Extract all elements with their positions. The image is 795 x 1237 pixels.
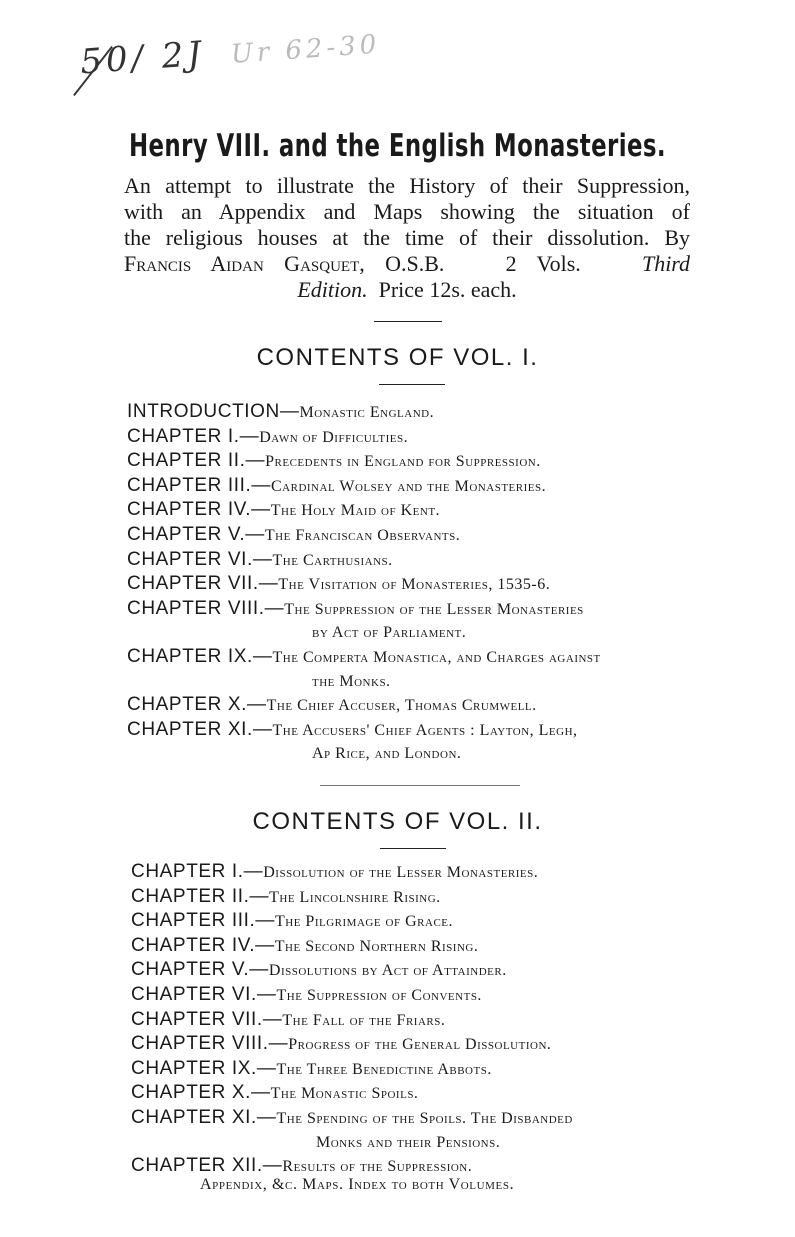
toc-dash: —	[255, 934, 275, 956]
toc-dash: —	[256, 983, 277, 1005]
toc-entry-title: The Chief Accuser, Thomas Crumwell.	[266, 697, 537, 715]
toc-entry-title: The Comperta Monastica, and Charges against	[272, 648, 601, 666]
toc-entry-label: CHAPTER IV.	[127, 499, 252, 521]
description-price-line	[124, 277, 690, 303]
toc-entry-label: CHAPTER X.	[127, 694, 248, 716]
toc-entry	[127, 548, 707, 573]
book-description	[124, 173, 690, 303]
toc-entry-continuation: the Monks.	[312, 672, 391, 690]
description-author-line	[124, 251, 690, 277]
toc-entry	[131, 1032, 711, 1057]
price: Price 12s. each.	[378, 277, 517, 302]
divider	[380, 848, 446, 849]
toc-entry-label: CHAPTER I.	[127, 425, 240, 447]
toc-entry-title: Dawn of Difficulties.	[259, 428, 409, 446]
toc-entry-title: The Accusers' Chief Agents : Layton, Legh,	[272, 721, 578, 739]
toc-entry	[131, 958, 711, 983]
toc-entry	[131, 909, 711, 934]
toc-dash: —	[245, 450, 266, 472]
toc-dash: —	[252, 718, 273, 740]
toc-dash: —	[252, 548, 273, 570]
toc-entry-title: The Spending of the Spoils. The Disbanded	[276, 1109, 573, 1127]
toc-entry-label: CHAPTER VI.	[127, 548, 253, 570]
toc-entry-label: CHAPTER V.	[131, 959, 250, 981]
toc-dash: —	[251, 1082, 271, 1104]
toc-dash: —	[258, 573, 279, 595]
toc-entry-label: CHAPTER IX.	[127, 645, 253, 667]
toc-entry-title: Dissolution of the Lesser Monasteries.	[263, 864, 539, 881]
edition-second: Edition.	[297, 277, 368, 302]
author-name: Francis Aidan Gasquet, O.S.B.	[124, 251, 445, 276]
toc-entry-label: CHAPTER IX.	[131, 1057, 257, 1079]
toc-entry-continuation: Monks and their Pensions.	[316, 1133, 501, 1151]
toc-entry-title: The Three Benedictine Abbots.	[276, 1060, 492, 1078]
toc-dash: —	[279, 401, 300, 422]
toc-entry	[127, 693, 707, 718]
toc-entry-title: The Suppression of Convents.	[276, 986, 482, 1004]
toc-entry	[131, 860, 711, 885]
description-line: the religious houses at the time of their dissolution. By	[124, 225, 690, 250]
toc-entry-title: Results of the Suppression.	[282, 1158, 473, 1176]
toc-entry-title: The Holy Maid of Kent.	[270, 502, 441, 520]
toc-entry-label: CHAPTER VIII.	[127, 597, 265, 619]
toc-entry-label: CHAPTER I.	[131, 861, 244, 882]
toc-entry	[131, 983, 711, 1008]
page-title: Henry VIII. and the English Monasteries.	[128, 128, 667, 164]
toc-entry	[127, 523, 707, 548]
divider	[379, 384, 445, 385]
toc-dash: —	[249, 959, 269, 981]
appendix-line: Appendix, &c. Maps. Index to both Volumes.	[200, 1176, 515, 1193]
toc-entry	[127, 597, 707, 622]
toc-entry-label: CHAPTER VI.	[131, 983, 257, 1005]
toc-dash: —	[247, 694, 267, 716]
toc-dash: —	[268, 1033, 289, 1055]
toc-entry	[127, 498, 707, 523]
toc-entry	[127, 449, 707, 474]
volume-count: 2 Vols.	[505, 251, 581, 276]
toc-entry	[127, 572, 707, 597]
description-line: with an Appendix and Maps showing the situation of	[124, 199, 690, 224]
toc-entry-label: CHAPTER VII.	[127, 573, 259, 595]
toc-entry	[131, 1081, 711, 1106]
toc-entry-title: The Carthusians.	[272, 551, 393, 569]
vol2-heading: CONTENTS OF VOL. II.	[252, 808, 543, 835]
toc-entry-title: Monastic England.	[299, 404, 435, 421]
toc-dash: —	[262, 1008, 283, 1030]
toc-entry-title: The Visitation of Monasteries, 1535-6.	[278, 576, 551, 594]
description-line: An attempt to illustrate the History of their Suppression,	[124, 173, 690, 198]
toc-entry-label: CHAPTER II.	[127, 450, 246, 472]
toc-entry-continuation: by Act of Parliament.	[312, 624, 467, 642]
edition-first: Third	[641, 251, 691, 276]
vol2-contents	[131, 860, 711, 1179]
toc-entry-continuation: Ap Rice, and London.	[312, 745, 462, 763]
toc-entry-label: CHAPTER VIII.	[131, 1033, 269, 1055]
toc-entry-label: CHAPTER V.	[127, 523, 246, 545]
toc-dash: —	[243, 861, 264, 882]
toc-entry-label: CHAPTER III.	[127, 474, 252, 496]
toc-entry	[131, 1057, 711, 1082]
toc-entry	[127, 645, 707, 670]
toc-entry-title: Cardinal Wolsey and the Monasteries.	[271, 477, 547, 495]
toc-entry	[131, 934, 711, 959]
divider	[374, 321, 442, 322]
toc-entry-title: Precedents in England for Suppression.	[265, 453, 541, 471]
toc-entry-label: CHAPTER II.	[131, 885, 250, 907]
vol1-contents	[127, 400, 707, 766]
toc-dash: —	[256, 1057, 277, 1079]
toc-entry-label: CHAPTER III.	[131, 910, 256, 932]
toc-entry-title: The Franciscan Observants.	[264, 526, 461, 544]
toc-entry-label: INTRODUCTION	[127, 401, 280, 422]
toc-entry-title: The Monastic Spoils.	[270, 1085, 419, 1103]
toc-entry-label: CHAPTER XII.	[131, 1155, 263, 1177]
toc-dash: —	[255, 910, 275, 932]
divider	[320, 785, 520, 786]
toc-dash: —	[256, 1106, 277, 1128]
handwritten-mark: 50/ 2J	[78, 33, 207, 83]
toc-entry-title: The Second Northern Rising.	[274, 937, 479, 955]
toc-entry	[131, 885, 711, 910]
toc-dash: —	[239, 425, 260, 447]
toc-dash: —	[264, 597, 285, 619]
handwritten-faint: Ur 62-30	[229, 29, 382, 70]
toc-dash: —	[249, 885, 270, 907]
toc-entry	[131, 1106, 711, 1131]
toc-dash: —	[251, 499, 271, 521]
toc-entry-title: The Fall of the Friars.	[282, 1011, 446, 1029]
handwritten-shelfmark	[79, 22, 381, 83]
toc-entry-title: Progress of the General Dissolution.	[288, 1036, 552, 1054]
toc-entry-label: CHAPTER IV.	[131, 934, 256, 956]
toc-entry	[127, 425, 707, 450]
toc-entry	[127, 400, 707, 425]
toc-entry-label: CHAPTER X.	[131, 1082, 252, 1104]
toc-entry	[131, 1008, 711, 1033]
toc-dash: —	[251, 474, 271, 496]
toc-dash: —	[245, 523, 265, 545]
toc-dash: —	[252, 645, 273, 667]
toc-entry-label: CHAPTER VII.	[131, 1008, 263, 1030]
toc-entry	[127, 718, 707, 743]
toc-entry-title: Dissolutions by Act of Attainder.	[268, 962, 507, 980]
toc-entry-title: The Lincolnshire Rising.	[269, 888, 441, 906]
toc-entry-label: CHAPTER XI.	[131, 1106, 257, 1128]
toc-entry-title: The Suppression of the Lesser Monasteries	[284, 600, 584, 618]
toc-entry	[127, 474, 707, 499]
toc-entry-title: The Pilgrimage of Grace.	[275, 913, 454, 931]
toc-entry-label: CHAPTER XI.	[127, 718, 253, 740]
toc-dash: —	[262, 1155, 283, 1177]
vol1-heading: CONTENTS OF VOL. I.	[256, 344, 539, 371]
